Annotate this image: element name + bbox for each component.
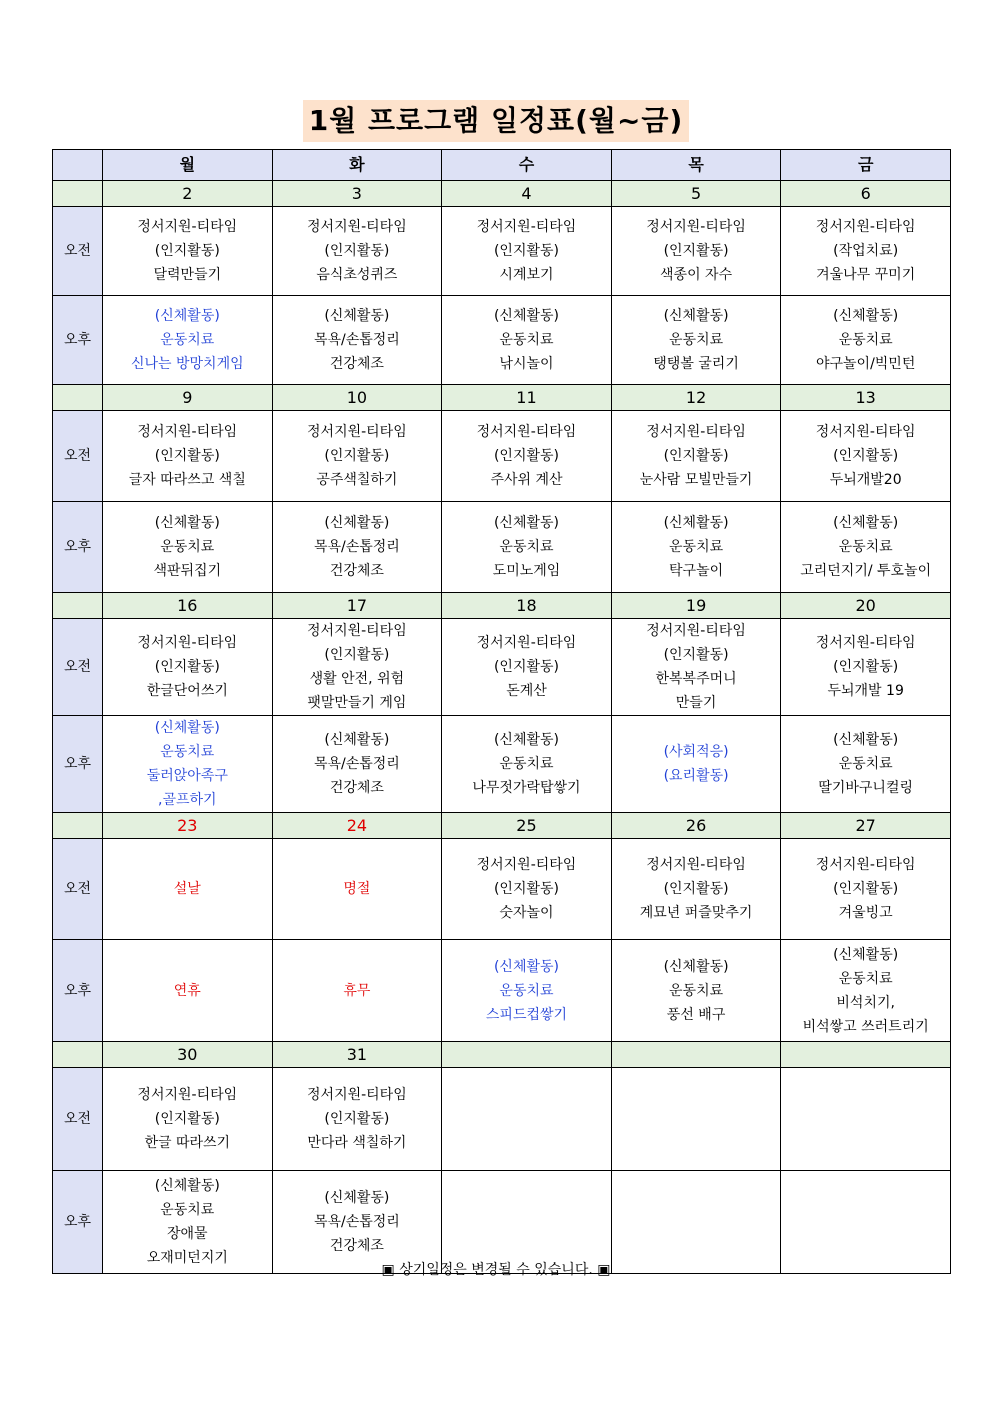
date-row bbox=[53, 385, 951, 411]
activity-line: 운동치료 bbox=[499, 982, 554, 999]
date-cell bbox=[611, 1042, 781, 1068]
activity-line: 정서지원-티타임 bbox=[646, 219, 746, 235]
date-row bbox=[53, 593, 951, 619]
date-cell: 13 bbox=[781, 385, 951, 411]
activity-line: 스피드컵쌓기 bbox=[485, 1006, 568, 1023]
activity-line: 계묘년 퍼즐맞추기 bbox=[639, 905, 753, 921]
afternoon-row bbox=[53, 716, 951, 813]
activity-line: 달력만들기 bbox=[153, 267, 222, 283]
activity-line: 야구놀이/빅민턴 bbox=[815, 356, 916, 372]
activity-line: 건강체조 bbox=[329, 356, 384, 372]
footer-note: ▣ 상기일정은 변경될 수 있습니다. ▣ bbox=[381, 1262, 611, 1278]
activity-line: ,골프하기 bbox=[158, 792, 217, 808]
activity-line: (인지활동) bbox=[493, 448, 559, 464]
activity-line: (인지활동) bbox=[493, 659, 559, 675]
morning-row bbox=[53, 839, 951, 940]
activity-line: 신나는 방망치게임 bbox=[130, 356, 244, 372]
schedule-body bbox=[53, 150, 951, 1274]
activity-line: 글자 따라쓰고 색칠 bbox=[128, 472, 246, 488]
activity-line: (신체활동) bbox=[663, 958, 729, 975]
activity-line: (사회적응) bbox=[663, 744, 729, 760]
date-cell: 17 bbox=[272, 593, 442, 619]
activity-line: 만다라 색칠하기 bbox=[307, 1135, 407, 1151]
activity-line: 시계보기 bbox=[499, 267, 554, 283]
activity-line: (신체활동) bbox=[833, 732, 899, 748]
activity-line: 운동치료 bbox=[499, 756, 554, 772]
activity-cell bbox=[272, 839, 442, 940]
activity-line: 건강체조 bbox=[329, 563, 384, 579]
activity-line: 공주색칠하기 bbox=[316, 472, 398, 488]
activity-line: 한글 따라쓰기 bbox=[144, 1135, 231, 1151]
activity-line: 정서지원-티타임 bbox=[307, 623, 407, 639]
activity-line: 운동치료 bbox=[160, 744, 215, 760]
activity-line: 연휴 bbox=[173, 982, 201, 999]
date-cell bbox=[781, 1042, 951, 1068]
period-label: 오전 bbox=[53, 619, 103, 716]
schedule-table bbox=[52, 149, 951, 1274]
activity-cell bbox=[442, 839, 612, 940]
activity-line: 비석치기, bbox=[836, 994, 895, 1011]
activity-cell bbox=[442, 940, 612, 1042]
activity-line: 정서지원-티타임 bbox=[476, 635, 577, 651]
activity-cell bbox=[103, 1068, 273, 1171]
date-cell: 11 bbox=[442, 385, 612, 411]
activity-line: (인지활동) bbox=[324, 448, 390, 464]
activity-line: (신체활동) bbox=[663, 515, 729, 531]
morning-row bbox=[53, 1068, 951, 1171]
activity-line: 정서지원-티타임 bbox=[476, 857, 577, 873]
activity-line: 딸기바구니컬링 bbox=[818, 780, 913, 796]
activity-line: 색판뒤집기 bbox=[153, 563, 222, 579]
afternoon-row bbox=[53, 502, 951, 593]
activity-cell bbox=[103, 940, 273, 1042]
activity-cell bbox=[103, 502, 273, 593]
activity-line: (신체활동) bbox=[493, 732, 559, 748]
activity-line: (인지활동) bbox=[663, 243, 729, 259]
activity-line: 색종이 자수 bbox=[660, 267, 733, 283]
activity-line: 고리던지기/ 투호놀이 bbox=[800, 563, 932, 579]
date-cell: 25 bbox=[442, 813, 612, 839]
activity-line: 설날 bbox=[173, 881, 201, 897]
activity-line: (인지활동) bbox=[833, 659, 899, 675]
activity-cell bbox=[781, 839, 951, 940]
activity-cell bbox=[442, 716, 612, 813]
afternoon-row bbox=[53, 296, 951, 385]
activity-line: (인지활동) bbox=[663, 448, 729, 464]
activity-line: 정서지원-티타임 bbox=[307, 424, 407, 440]
header-day: 수 bbox=[442, 150, 612, 181]
activity-line: 운동치료 bbox=[838, 332, 893, 348]
activity-cell bbox=[103, 296, 273, 385]
activity-cell bbox=[103, 839, 273, 940]
activity-line: (신체활동) bbox=[324, 515, 390, 531]
date-cell: 23 bbox=[103, 813, 273, 839]
activity-line: 명절 bbox=[343, 881, 371, 897]
activity-line: 비석쌓고 쓰러트리기 bbox=[802, 1018, 929, 1035]
activity-cell bbox=[611, 839, 781, 940]
period-label: 오전 bbox=[53, 207, 103, 296]
period-label: 오후 bbox=[53, 296, 103, 385]
activity-line: 목욕/손톱정리 bbox=[313, 756, 400, 772]
activity-line: (인지활동) bbox=[154, 659, 220, 675]
activity-line: 겨울나무 꾸미기 bbox=[816, 267, 916, 283]
activity-line: (인지활동) bbox=[324, 647, 390, 663]
activity-line: 정서지원-티타임 bbox=[815, 219, 916, 235]
activity-cell bbox=[103, 411, 273, 502]
activity-line: 정서지원-티타임 bbox=[137, 635, 238, 651]
activity-line: 휴무 bbox=[343, 982, 371, 999]
activity-line: 정서지원-티타임 bbox=[646, 424, 746, 440]
activity-line: 한복복주머니 bbox=[655, 671, 737, 687]
date-corner bbox=[53, 813, 103, 839]
activity-line: 운동치료 bbox=[669, 982, 724, 999]
date-cell bbox=[442, 1042, 612, 1068]
activity-line: 운동치료 bbox=[838, 756, 893, 772]
activity-cell bbox=[272, 502, 442, 593]
period-label: 오전 bbox=[53, 839, 103, 940]
activity-line: 주사위 계산 bbox=[490, 472, 563, 488]
activity-cell bbox=[103, 207, 273, 296]
activity-line: 눈사람 모빌만들기 bbox=[639, 472, 753, 488]
activity-cell bbox=[781, 940, 951, 1042]
activity-line: (신체활동) bbox=[154, 515, 220, 531]
activity-line: 오재미던지기 bbox=[146, 1250, 228, 1266]
date-corner bbox=[53, 181, 103, 207]
activity-line: (신체활동) bbox=[663, 308, 729, 324]
activity-line: (인지활동) bbox=[833, 448, 899, 464]
activity-cell bbox=[611, 716, 781, 813]
activity-cell bbox=[781, 296, 951, 385]
activity-line: (신체활동) bbox=[493, 515, 559, 531]
activity-line: 만들기 bbox=[675, 695, 717, 711]
activity-line: 겨울빙고 bbox=[838, 905, 893, 921]
activity-cell bbox=[272, 207, 442, 296]
activity-cell bbox=[103, 619, 273, 716]
activity-line: 운동치료 bbox=[669, 539, 724, 555]
date-cell: 2 bbox=[103, 181, 273, 207]
date-cell: 24 bbox=[272, 813, 442, 839]
activity-cell bbox=[442, 502, 612, 593]
date-corner bbox=[53, 385, 103, 411]
activity-line: (신체활동) bbox=[833, 515, 899, 531]
page-title: 1월 프로그램 일정표(월~금) bbox=[303, 100, 690, 142]
activity-line: 정서지원-티타임 bbox=[307, 219, 407, 235]
activity-line: (신체활동) bbox=[493, 308, 559, 324]
activity-line: 정서지원-티타임 bbox=[307, 1087, 407, 1103]
activity-cell bbox=[611, 207, 781, 296]
activity-cell bbox=[272, 716, 442, 813]
activity-line: (신체활동) bbox=[324, 308, 390, 324]
date-cell: 26 bbox=[611, 813, 781, 839]
activity-line: 정서지원-티타임 bbox=[815, 424, 916, 440]
activity-line: 목욕/손톱정리 bbox=[313, 1214, 400, 1230]
date-cell: 31 bbox=[272, 1042, 442, 1068]
activity-line: 운동치료 bbox=[160, 1202, 215, 1218]
activity-cell bbox=[442, 296, 612, 385]
afternoon-row bbox=[53, 940, 951, 1042]
period-label: 오전 bbox=[53, 1068, 103, 1171]
activity-line: (인지활동) bbox=[663, 881, 729, 897]
date-cell: 12 bbox=[611, 385, 781, 411]
activity-line: (인지활동) bbox=[833, 881, 899, 897]
activity-line: 운동치료 bbox=[160, 539, 215, 555]
date-corner bbox=[53, 1042, 103, 1068]
activity-line: 정서지원-티타임 bbox=[815, 635, 916, 651]
activity-line: 운동치료 bbox=[669, 332, 724, 348]
activity-line: 운동치료 bbox=[838, 970, 893, 987]
activity-cell bbox=[781, 411, 951, 502]
header-row bbox=[53, 150, 951, 181]
activity-line: 탱탱볼 굴리기 bbox=[653, 356, 739, 372]
activity-cell bbox=[272, 619, 442, 716]
morning-row bbox=[53, 207, 951, 296]
date-cell: 16 bbox=[103, 593, 273, 619]
activity-line: 운동치료 bbox=[499, 539, 554, 555]
activity-line: 운동치료 bbox=[838, 539, 893, 555]
activity-cell bbox=[781, 207, 951, 296]
period-label: 오전 bbox=[53, 411, 103, 502]
activity-line: 정서지원-티타임 bbox=[646, 623, 746, 639]
activity-line: 도미노게임 bbox=[492, 563, 561, 579]
activity-line: (신체활동) bbox=[833, 946, 899, 963]
activity-line: 정서지원-티타임 bbox=[137, 219, 238, 235]
date-cell: 18 bbox=[442, 593, 612, 619]
date-cell: 20 bbox=[781, 593, 951, 619]
activity-line: (인지활동) bbox=[154, 243, 220, 259]
activity-line: (인지활동) bbox=[663, 647, 729, 663]
header-day: 금 bbox=[781, 150, 951, 181]
activity-cell bbox=[611, 296, 781, 385]
activity-cell bbox=[442, 207, 612, 296]
activity-cell bbox=[611, 619, 781, 716]
activity-cell bbox=[781, 1068, 951, 1171]
morning-row bbox=[53, 619, 951, 716]
activity-cell bbox=[272, 296, 442, 385]
activity-line: 건강체조 bbox=[329, 780, 384, 796]
activity-line: (요리활동) bbox=[663, 768, 729, 784]
period-label: 오후 bbox=[53, 940, 103, 1042]
activity-cell bbox=[781, 619, 951, 716]
date-cell: 4 bbox=[442, 181, 612, 207]
activity-line: (인지활동) bbox=[324, 243, 390, 259]
activity-line: (작업치료) bbox=[833, 243, 899, 259]
period-label: 오후 bbox=[53, 1171, 103, 1274]
date-row bbox=[53, 1042, 951, 1068]
activity-cell bbox=[103, 716, 273, 813]
header-day: 화 bbox=[272, 150, 442, 181]
activity-line: 두뇌개발20 bbox=[829, 472, 902, 488]
date-cell: 5 bbox=[611, 181, 781, 207]
header-day: 목 bbox=[611, 150, 781, 181]
activity-line: (신체활동) bbox=[493, 958, 559, 975]
activity-line: 나무젓가락탑쌓기 bbox=[472, 780, 581, 796]
activity-line: (신체활동) bbox=[833, 308, 899, 324]
activity-cell bbox=[781, 502, 951, 593]
activity-cell bbox=[272, 411, 442, 502]
period-label: 오후 bbox=[53, 502, 103, 593]
date-cell: 9 bbox=[103, 385, 273, 411]
activity-line: (신체활동) bbox=[324, 732, 390, 748]
activity-line: 돈계산 bbox=[506, 683, 547, 699]
activity-line: 풍선 배구 bbox=[666, 1006, 726, 1023]
activity-line: 정서지원-티타임 bbox=[137, 424, 238, 440]
activity-line: (인지활동) bbox=[154, 1111, 220, 1127]
activity-line: 목욕/손톱정리 bbox=[313, 539, 400, 555]
activity-line: 숫자놀이 bbox=[499, 905, 554, 921]
date-cell: 30 bbox=[103, 1042, 273, 1068]
activity-line: 둘러앉아족구 bbox=[146, 768, 228, 784]
activity-cell bbox=[272, 1068, 442, 1171]
activity-cell bbox=[611, 502, 781, 593]
activity-line: 정서지원-티타임 bbox=[476, 219, 577, 235]
activity-line: 정서지원-티타임 bbox=[815, 857, 916, 873]
header-corner bbox=[53, 150, 103, 181]
activity-line: (인지활동) bbox=[493, 243, 559, 259]
activity-line: 정서지원-티타임 bbox=[476, 424, 577, 440]
date-cell: 19 bbox=[611, 593, 781, 619]
date-cell: 27 bbox=[781, 813, 951, 839]
activity-line: 팻말만들기 게임 bbox=[307, 695, 407, 711]
activity-cell bbox=[442, 1068, 612, 1171]
activity-line: 목욕/손톱정리 bbox=[313, 332, 400, 348]
activity-line: 장애물 bbox=[167, 1226, 208, 1242]
activity-line: 정서지원-티타임 bbox=[137, 1087, 238, 1103]
activity-cell bbox=[611, 1068, 781, 1171]
title-wrap bbox=[0, 100, 992, 142]
activity-line: 음식초성퀴즈 bbox=[316, 267, 398, 283]
activity-cell bbox=[611, 411, 781, 502]
activity-line: (신체활동) bbox=[154, 1178, 220, 1194]
header-day: 월 bbox=[103, 150, 273, 181]
activity-cell bbox=[442, 619, 612, 716]
date-cell: 10 bbox=[272, 385, 442, 411]
date-corner bbox=[53, 593, 103, 619]
activity-line: (신체활동) bbox=[154, 720, 220, 736]
activity-line: 생활 안전, 위험 bbox=[309, 671, 405, 687]
activity-line: 낚시놀이 bbox=[499, 356, 554, 372]
activity-line: 한글단어쓰기 bbox=[146, 683, 228, 699]
activity-line: 운동치료 bbox=[499, 332, 554, 348]
activity-line: 정서지원-티타임 bbox=[646, 857, 746, 873]
activity-line: 건강체조 bbox=[329, 1238, 384, 1254]
activity-line: (신체활동) bbox=[324, 1190, 390, 1206]
activity-line: 탁구놀이 bbox=[669, 563, 724, 579]
date-row bbox=[53, 181, 951, 207]
period-label: 오후 bbox=[53, 716, 103, 813]
date-cell: 3 bbox=[272, 181, 442, 207]
activity-line: 운동치료 bbox=[160, 332, 215, 348]
activity-cell bbox=[781, 716, 951, 813]
activity-line: (인지활동) bbox=[324, 1111, 390, 1127]
activity-cell bbox=[442, 411, 612, 502]
activity-line: (인지활동) bbox=[154, 448, 220, 464]
date-cell: 6 bbox=[781, 181, 951, 207]
activity-line: (인지활동) bbox=[493, 881, 559, 897]
morning-row bbox=[53, 411, 951, 502]
activity-line: 두뇌개발 19 bbox=[827, 683, 904, 699]
activity-cell bbox=[611, 940, 781, 1042]
date-row bbox=[53, 813, 951, 839]
activity-cell bbox=[272, 940, 442, 1042]
activity-line: (신체활동) bbox=[154, 308, 220, 324]
